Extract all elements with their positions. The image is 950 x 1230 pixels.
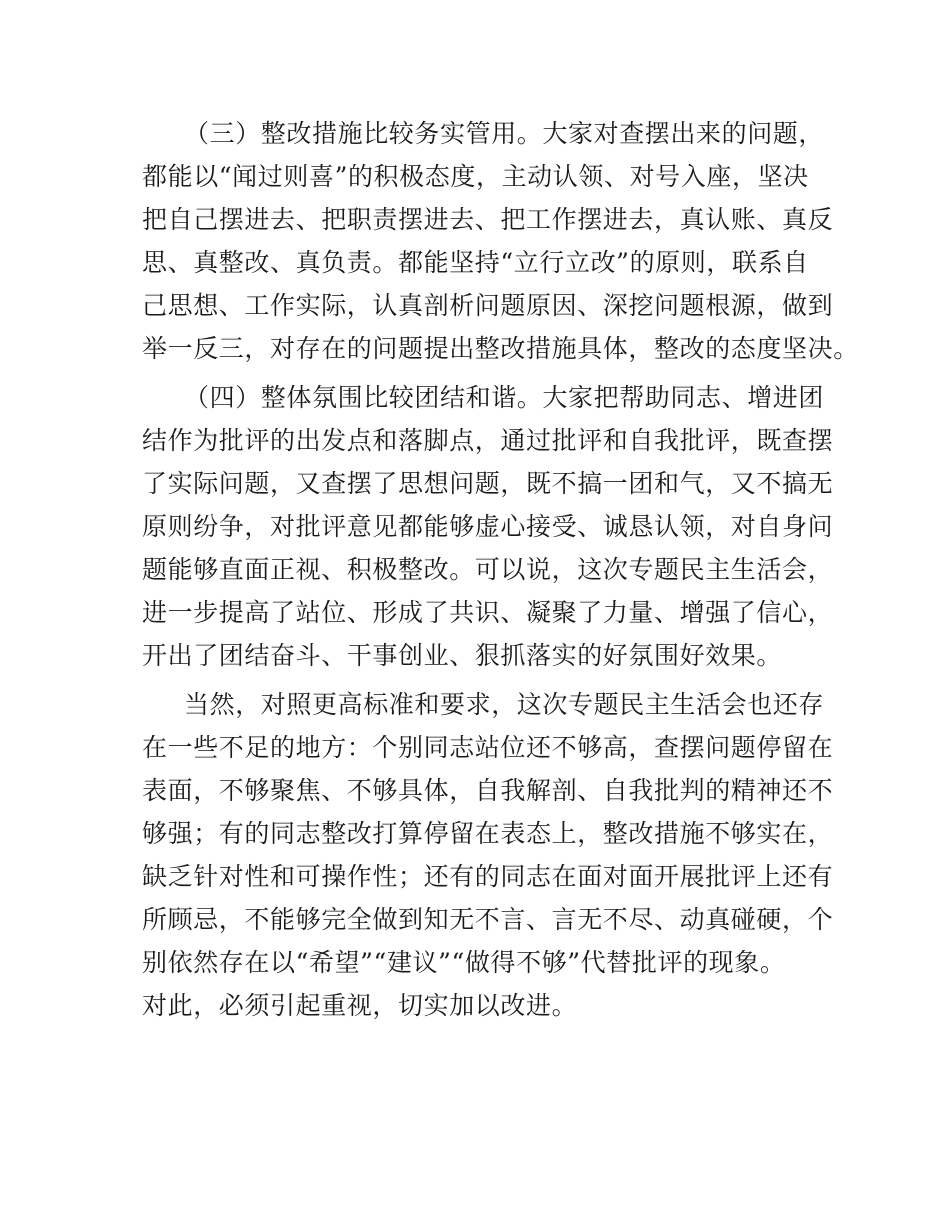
text-line: 举一反三，对存在的问题提出整改措施具体，整改的态度坚决。 — [142, 334, 859, 363]
text-line: 开出了团结奋斗、干事创业、狠抓落实的好氛围好效果。 — [142, 641, 783, 670]
paragraph-shortcomings — [142, 683, 832, 1027]
text-line: 当然，对照更高标准和要求，这次专题民主生活会也还存 — [184, 690, 825, 719]
text-line: 所顾忌，不能够完全做到知无不言、言无不尽、动真碰硬，个 — [142, 905, 834, 934]
text-line: （四）整体氛围比较团结和谐。大家把帮助同志、增进团 — [184, 383, 825, 412]
text-line: 进一步提高了站位、形成了共识、凝聚了力量、增强了信心， — [142, 598, 834, 627]
text-line: 题能够直面正视、积极整改。可以说，这次专题民主生活会， — [142, 555, 834, 584]
text-line: 了实际问题，又查摆了思想问题，既不搞一团和气，又不搞无 — [142, 469, 834, 498]
text-line: 思、真整改、真负责。都能坚持“立行立改”的原则，联系自 — [142, 248, 809, 277]
text-line: （三）整改措施比较务实管用。大家对查摆出来的问题， — [184, 119, 825, 148]
text-line: 对此，必须引起重视，切实加以改进。 — [142, 991, 578, 1020]
document-body — [142, 112, 859, 1033]
paragraph-section-three — [142, 112, 859, 370]
text-line: 表面，不够聚焦、不够具体，自我解剖、自我批判的精神还不 — [142, 776, 834, 805]
text-line: 别依然存在以“希望”“建议”“做得不够”代替批评的现象。 — [142, 948, 786, 977]
text-line: 在一些不足的地方：个别同志站位还不够高，查摆问题停留在 — [142, 733, 834, 762]
text-line: 己思想、工作实际，认真剖析问题原因、深挖问题根源，做到 — [142, 291, 834, 320]
text-line: 缺乏针对性和可操作性；还有的同志在面对面开展批评上还有 — [142, 862, 834, 891]
text-line: 原则纷争，对批评意见都能够虚心接受、诚恳认领，对自身问 — [142, 512, 834, 541]
paragraph-section-four — [142, 376, 832, 677]
text-line: 结作为批评的出发点和落脚点，通过批评和自我批评，既查摆 — [142, 426, 834, 455]
text-line: 都能以“闻过则喜”的积极态度，主动认领、对号入座，坚决 — [142, 162, 809, 191]
text-line: 把自己摆进去、把职责摆进去、把工作摆进去，真认账、真反 — [142, 205, 834, 234]
text-line: 够强；有的同志整改打算停留在表态上，整改措施不够实在， — [142, 819, 834, 848]
